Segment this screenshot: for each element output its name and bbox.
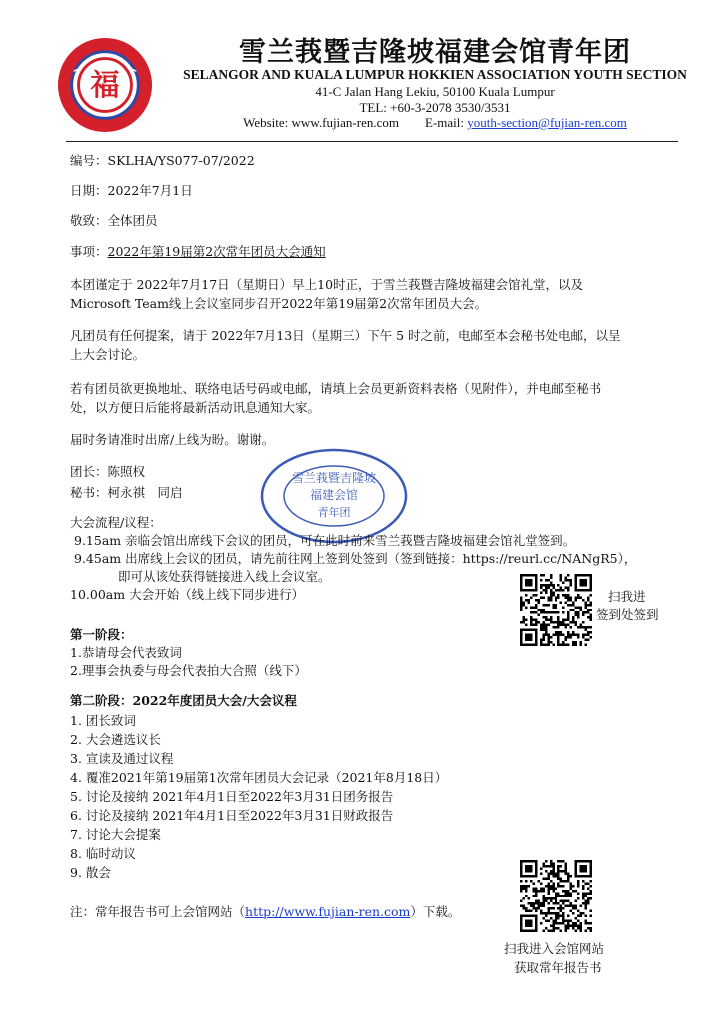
agenda-item-2b: 即可从该处获得链接进入线上会议室。 <box>118 569 331 584</box>
signin-qr-code[interactable] <box>520 574 592 646</box>
phase1-item: 1.恭请母会代表致词 <box>70 645 182 660</box>
phase2-title: 第二阶段：2022年度团员大会/大会议程 <box>70 693 297 708</box>
website-label: Website: www.fujian-ren.com <box>243 115 399 130</box>
ref-number: 编号：SKLHA/YS077-07/2022 <box>70 153 255 168</box>
phase2-item: 4. 覆准2021年第19届第1次常年团员大会记录（2021年8月18日） <box>70 770 448 785</box>
logo-char: 福 <box>90 66 120 102</box>
stamp-line3: 青年团 <box>317 506 351 519</box>
para3-line1: 若有团员欲更换地址、联络电话号码或电邮，请填上会员更新资料表格（见附件），并电邮至秘书 <box>70 381 602 396</box>
footnote-prefix: 注：常年报告书可上会馆网站（ <box>70 904 246 919</box>
header-contact <box>170 115 700 131</box>
qr2-caption-line1: 扫我进入会馆网站 <box>504 941 605 956</box>
subject-prefix: 事项： <box>70 244 108 259</box>
qr1-caption-line2: 签到处签到 <box>596 607 659 622</box>
agenda-item-2: 9.45am 出席线上会议的团员，请先前往网上签到处签到（签到链接：https://reurl.cc/NANgR5）， <box>74 551 637 566</box>
phase2-item: 2. 大会遴选议长 <box>70 732 161 747</box>
website-link[interactable]: http://www.fujian-ren.com <box>245 904 411 919</box>
phase2-item: 8. 临时动议 <box>70 846 136 861</box>
phase1-item: 2.理事会执委与母会代表拍大合照（线下） <box>70 663 307 678</box>
official-stamp <box>258 446 410 546</box>
para3-line2: 处，以方便日后能将最新活动讯息通知大家。 <box>70 400 321 415</box>
subject-text: 2022年第19届第2次常年团员大会通知 <box>107 244 326 259</box>
para1-line1: 本团谨定于 2022年7月17日（星期日）早上10时正，于雪兰莪暨吉隆坡福建会馆礼堂，以及 <box>70 277 584 292</box>
header-divider <box>66 141 678 142</box>
stamp-line1: 雪兰莪暨吉隆坡 <box>291 471 377 485</box>
qr2-caption-line2: 获取常年报告书 <box>514 960 602 975</box>
phase2-item: 7. 讨论大会提案 <box>70 827 161 842</box>
email-link[interactable]: youth-section@fujian-ren.com <box>467 115 627 130</box>
website-qr-code[interactable] <box>520 860 592 932</box>
subject-line <box>70 243 326 261</box>
para4: 届时务请准时出席/上线为盼。谢谢。 <box>70 432 275 447</box>
qr1-caption-line1: 扫我进 <box>608 589 646 604</box>
header-title-en: SELANGOR AND KUALA LUMPUR HOKKIEN ASSOCIATION YOUTH SECTION <box>183 67 687 82</box>
agenda-title: 大会流程/议程： <box>70 515 162 530</box>
para1-line2: Microsoft Team线上会议室同步召开2022年第19届第2次常年团员大会。 <box>70 296 488 311</box>
para2-line2: 上大会讨论。 <box>70 347 146 362</box>
phase2-item: 6. 讨论及接纳 2021年4月1日至2022年3月31日财政报告 <box>70 808 394 823</box>
recipient: 敬致：全体团员 <box>70 213 158 228</box>
association-logo <box>56 36 154 134</box>
header-address: 41-C Jalan Hang Lekiu, 50100 Kuala Lumpur <box>315 84 555 99</box>
phase1-title: 第一阶段： <box>70 627 133 642</box>
letter-date: 日期：2022年7月1日 <box>70 183 193 198</box>
email-label: E-mail: <box>425 115 464 130</box>
phase2-item: 9. 散会 <box>70 865 111 880</box>
header-tel: TEL: +60-3-2078 3530/3531 <box>359 100 511 115</box>
phase2-item: 3. 宣读及通过议程 <box>70 751 174 766</box>
footnote-suffix: ）下载。 <box>410 904 461 919</box>
phase2-item: 1. 团长致词 <box>70 713 136 728</box>
footnote <box>70 903 460 921</box>
signature-leader: 团长：陈照权 <box>70 464 146 479</box>
stamp-line2: 福建会馆 <box>309 488 359 502</box>
phase2-item: 5. 讨论及接纳 2021年4月1日至2022年3月31日团务报告 <box>70 789 394 804</box>
signature-secretary: 秘书：柯永祺 同启 <box>70 485 183 500</box>
para2-line1: 凡团员有任何提案，请于 2022年7月13日（星期三）下午 5 时之前，电邮至本会秘书处电邮，以呈 <box>70 328 621 343</box>
agenda-item-1: 9.15am 亲临会馆出席线下会议的团员，可在此时前来雪兰莪暨吉隆坡福建会馆礼堂签到。 <box>74 533 576 548</box>
agenda-item-3: 10.00am 大会开始（线上线下同步进行） <box>70 587 305 602</box>
header-title-cn: 雪兰莪暨吉隆坡福建会馆青年团 <box>239 37 631 68</box>
